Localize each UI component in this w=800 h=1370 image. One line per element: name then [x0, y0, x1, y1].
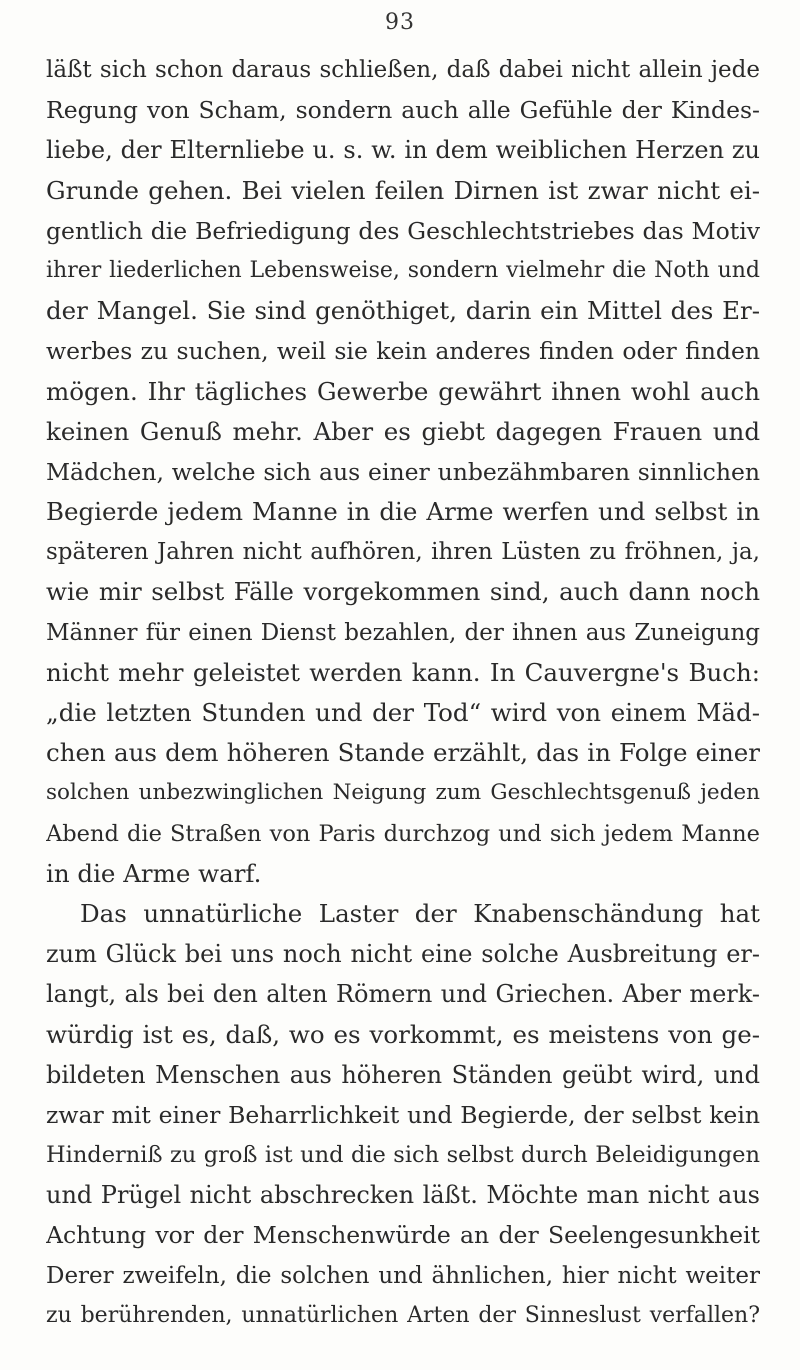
text-line: „die letzten Stunden und der Tod“ wird von einem Mäd-	[46, 698, 760, 727]
text-line: Abend die Straßen von Paris durchzog und sich jedem Manne	[46, 820, 760, 847]
text-line: ihrer liederlichen Lebensweise, sondern vielmehr die Noth und	[46, 257, 760, 283]
text-line: keinen Genuß mehr. Aber es giebt dagegen Frauen und	[46, 416, 760, 446]
text-line: liebe, der Elternliebe u. s. w. in dem weiblichen Herzen zu	[46, 136, 760, 165]
text-line: späteren Jahren nicht aufhören, ihren Lüsten zu fröhnen, ja,	[46, 539, 760, 566]
page-number: 93	[385, 10, 415, 35]
text-line: solchen unbezwinglichen Neigung zum Geschlechtsgenuß jeden	[46, 780, 760, 806]
text-line: zu berührenden, unnatürlichen Arten der Sinneslust verfallen?	[46, 1302, 760, 1328]
text-line: und Prügel nicht abschrecken läßt. Möchte man nicht aus	[46, 1181, 760, 1210]
text-line: wie mir selbst Fälle vorgekommen sind, auch dann noch	[46, 577, 760, 607]
text-line: Das unnatürliche Laster der Knabenschändung hat	[80, 898, 760, 928]
text-line: Achtung vor der Menschenwürde an der Seelengesunkheit	[46, 1221, 760, 1250]
text-line: bildeten Menschen aus höheren Ständen geübt wird, und	[46, 1060, 760, 1089]
body-text	[46, 50, 760, 1336]
text-line: mögen. Ihr tägliches Gewerbe gewährt ihnen wohl auch	[46, 376, 760, 406]
text-line: Hinderniß zu groß ist und die sich selbst durch Beleidigungen	[46, 1142, 760, 1169]
text-line: Derer zweifeln, die solchen und ähnlichen, hier nicht weiter	[46, 1262, 760, 1289]
text-line: gentlich die Befriedigung des Geschlechtstriebes das Motiv	[46, 216, 760, 245]
text-line: Begierde jedem Manne in die Arme werfen und selbst in	[46, 497, 760, 527]
text-line: nicht mehr geleistet werden kann. In Cauvergne's Buch:	[46, 657, 760, 687]
text-line: Männer für einen Dienst bezahlen, der ihnen aus Zuneigung	[46, 619, 760, 646]
text-line: Grunde gehen. Bei vielen feilen Dirnen ist zwar nicht ei-	[46, 175, 760, 205]
text-line: chen aus dem höheren Stande erzählt, das in Folge einer	[46, 738, 760, 768]
text-line: Regung von Scham, sondern auch alle Gefühle der Kindes-	[46, 96, 760, 125]
text-line: läßt sich schon daraus schließen, daß dabei nicht allein jede	[46, 57, 760, 83]
text-line: würdig ist es, daß, wo es vorkommt, es meistens von ge-	[46, 1019, 760, 1049]
text-line: langt, als bei den alten Römern und Griechen. Aber merk-	[46, 980, 760, 1009]
text-line: der Mangel. Sie sind genöthiget, darin ein Mittel des Er-	[46, 296, 760, 326]
text-line: zum Glück bei uns noch nicht eine solche Ausbreitung er-	[46, 940, 760, 969]
text-line: zwar mit einer Beharrlichkeit und Begierde, der selbst kein	[46, 1100, 760, 1129]
text-line: Mädchen, welche sich aus einer unbezähmbaren sinnlichen	[46, 457, 760, 486]
text-line: werbes zu suchen, weil sie kein anderes finden oder finden	[46, 337, 760, 366]
text-line: in die Arme warf.	[46, 858, 262, 888]
